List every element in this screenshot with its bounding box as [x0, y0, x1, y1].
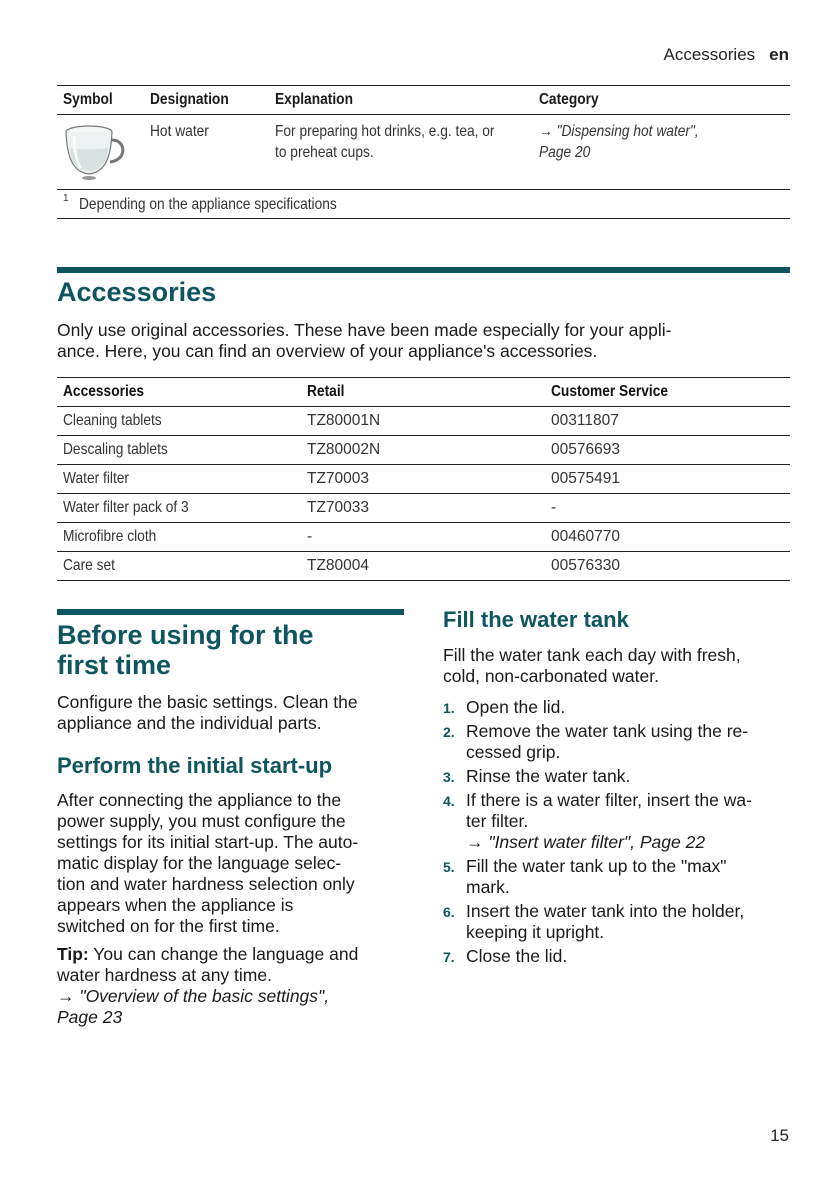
col-symbol: Symbol — [63, 91, 113, 108]
fill-tank-intro — [443, 645, 790, 687]
table-row — [57, 115, 790, 190]
step-text-continued: keeping it upright. — [466, 922, 605, 942]
explanation-line-2: to preheat cups. — [275, 144, 374, 161]
step-text: Rinse the water tank. — [466, 766, 631, 786]
accessories-intro-1: Only use original accessories. These have been made especially for your appli- — [57, 320, 672, 340]
tip-label: Tip: — [57, 944, 89, 964]
startup-line: switched on for the first time. — [57, 916, 280, 936]
step-text-continued: cessed grip. — [466, 742, 561, 762]
retail-code: TZ70003 — [307, 470, 370, 487]
accessories-intro-2: ance. Here, you can find an overview of your appliance's accessories. — [57, 341, 598, 361]
step-text: Close the lid. — [466, 946, 568, 966]
startup-line: tion and water hardness selection only — [57, 874, 355, 894]
step-text: Remove the water tank using the re- — [466, 721, 749, 741]
step-text-continued: ter filter. — [466, 811, 529, 831]
step-number: 3. — [443, 769, 455, 785]
table-row — [57, 552, 790, 581]
running-header — [664, 45, 789, 65]
before-use-intro — [57, 692, 404, 734]
header-section: Accessories — [663, 45, 756, 64]
fill-tank-intro-line-1: Fill the water tank each day with fresh, — [443, 645, 741, 665]
symbol-table — [57, 85, 790, 219]
step-text: Insert the water tank into the holder, — [466, 901, 745, 921]
service-code: 00311807 — [551, 412, 619, 429]
symbol-table-header — [57, 85, 790, 115]
step-text: Fill the water tank up to the "max" — [466, 856, 727, 876]
category-page-link[interactable]: Page 20 — [539, 144, 591, 161]
tip-block — [57, 944, 404, 1028]
startup-line: settings for its initial start-up. The auto- — [57, 832, 359, 852]
step-number: 4. — [443, 793, 455, 809]
startup-line: appears when the appliance is — [57, 895, 294, 915]
col-category: Category — [539, 91, 599, 108]
basic-settings-link[interactable]: → "Overview of the basic settings", — [57, 986, 330, 1006]
fill-tank-intro-line-2: cold, non-carbonated water. — [443, 666, 659, 686]
col-designation: Designation — [150, 91, 229, 108]
before-use-title-line-1: Before using for the — [57, 620, 314, 650]
startup-line: After connecting the appliance to the — [57, 790, 342, 810]
explanation-line-1: For preparing hot drinks, e.g. tea, or — [275, 123, 495, 140]
page-number: 15 — [770, 1126, 789, 1145]
list-item — [443, 721, 790, 763]
before-use-intro-line-2: appliance and the individual parts. — [57, 713, 322, 733]
startup-line: power supply, you must configure the — [57, 811, 346, 831]
list-item — [443, 790, 790, 853]
list-item — [443, 946, 790, 967]
hot-water-cup-icon — [60, 122, 130, 182]
table-row — [57, 407, 790, 436]
step-text-continued: mark. — [466, 877, 510, 897]
section-divider — [57, 267, 790, 273]
accessory-name: Microfibre cloth — [63, 528, 157, 545]
col-explanation: Explanation — [275, 91, 353, 108]
retail-code: TZ80002N — [307, 441, 381, 458]
tip-text-line-2: water hardness at any time. — [57, 965, 272, 985]
service-code: - — [551, 499, 557, 516]
accessories-table-header — [57, 377, 790, 407]
list-item — [443, 766, 790, 787]
footnote-text: Depending on the appliance specifications — [79, 196, 337, 213]
step-text: If there is a water filter, insert the wa- — [466, 790, 752, 810]
service-code: 00460770 — [551, 528, 620, 545]
designation-cell: Hot water — [150, 123, 209, 140]
retail-code: - — [307, 528, 313, 545]
startup-line: matic display for the language selec- — [57, 853, 342, 873]
fill-tank-steps — [443, 697, 790, 970]
category-link[interactable]: → "Dispensing hot water", — [539, 123, 699, 140]
table-row — [57, 436, 790, 465]
col-customer-service: Customer Service — [551, 383, 669, 400]
before-use-title-line-2: first time — [57, 650, 172, 680]
list-item — [443, 901, 790, 943]
fill-tank-title: Fill the water tank — [443, 607, 629, 632]
table-row — [57, 465, 790, 494]
header-language: en — [769, 45, 789, 64]
accessory-name: Care set — [63, 557, 116, 574]
service-code: 00576693 — [551, 441, 620, 458]
accessory-name: Water filter pack of 3 — [63, 499, 189, 516]
service-code: 00576330 — [551, 557, 620, 574]
startup-title: Perform the initial start-up — [57, 753, 333, 778]
retail-code: TZ80004 — [307, 557, 370, 574]
step-text: Open the lid. — [466, 697, 566, 717]
list-item — [443, 697, 790, 718]
retail-code: TZ80001N — [307, 412, 381, 429]
before-use-title — [57, 620, 314, 680]
accessory-name: Descaling tablets — [63, 441, 168, 458]
col-accessories: Accessories — [63, 383, 145, 400]
insert-filter-link[interactable]: → "Insert water filter", Page 22 — [466, 832, 706, 852]
startup-text — [57, 790, 404, 937]
step-number: 7. — [443, 949, 455, 965]
retail-code: TZ70033 — [307, 499, 370, 516]
step-number: 1. — [443, 700, 455, 716]
table-row — [57, 494, 790, 523]
col-retail: Retail — [307, 383, 345, 400]
tip-text-line-1: You can change the language and — [88, 944, 359, 964]
list-item — [443, 856, 790, 898]
section-divider — [57, 609, 404, 615]
footnote-mark: 1 — [63, 193, 69, 204]
accessory-name: Cleaning tablets — [63, 412, 162, 429]
accessories-title: Accessories — [57, 277, 217, 307]
service-code: 00575491 — [551, 470, 620, 487]
basic-settings-page-link[interactable]: Page 23 — [57, 1007, 123, 1027]
step-number: 5. — [443, 859, 455, 875]
step-number: 6. — [443, 904, 455, 920]
accessory-name: Water filter — [63, 470, 130, 487]
before-use-intro-line-1: Configure the basic settings. Clean the — [57, 692, 358, 712]
table-row — [57, 523, 790, 552]
footnote-row — [57, 190, 790, 219]
step-number: 2. — [443, 724, 455, 740]
accessories-table — [57, 377, 790, 581]
